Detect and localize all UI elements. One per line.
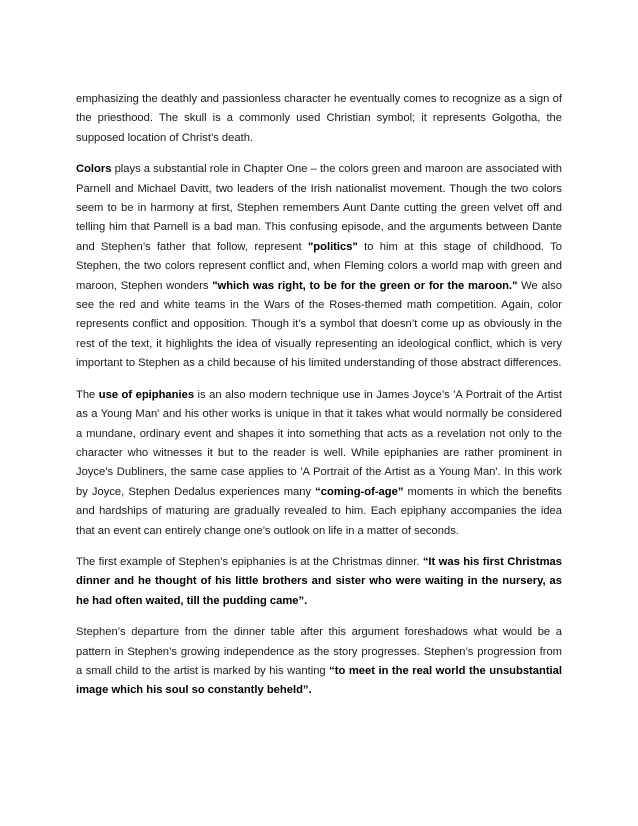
text-segment: Stephen’s departure from the dinner table after this argument foreshadows what would be a pattern in Stephen’s growing independence as the story progresses. Stephen’s progression from a small child to the artist is marked by his wanting	[76, 626, 562, 677]
text-segment: We also see the red and white teams in the Wars of the Roses-themed math competition. Again, color represents conflict and opposition. Though it’s a symbol that doesn’t come up as obviously in the rest of the text, it highlights the idea of visually representing an ideological conflict, which is very important to Stephen as a child because of his limited understanding of those abstract differences.	[76, 279, 562, 370]
paragraph-departure	[76, 623, 562, 701]
quote-unsubstantial-image: “to meet in the real world the unsubstantial image which his soul so constantly beheld”.	[76, 664, 562, 697]
paragraph-christmas-dinner	[76, 553, 562, 611]
text-segment: to him at this stage of childhood. To Stephen, the two colors represent conflict and, when Fleming colors a world map with green and maroon, Stephen wonders	[76, 240, 563, 292]
quote-coming-of-age: “coming-of-age”	[315, 485, 404, 498]
document-page	[76, 90, 562, 713]
text-segment: is an also modern technique use in James Joyce’s 'A Portrait of the Artist as a Young Man' and his other works is unique in that it takes what would normally be considered a mundane, ordinary event and shapes it into something that acts as a revelation not only to the character who witnesses it but to the reader is well. While epiphanies are rather prominent in Joyce’s Dubliners, the same case applies to 'A Portrait of the Artist as a Young Man'. In this work by Joyce, Stephen Dedalus experiences many	[76, 388, 562, 498]
text-segment: The first example of Stephen’s epiphanies is at the Christmas dinner.	[76, 555, 423, 568]
text-segment: The	[76, 388, 99, 401]
paragraph-skull-symbol	[76, 90, 562, 148]
quote-green-or-maroon: "which was right, to be for the green or for the maroon."	[212, 279, 518, 292]
quote-christmas-dinner: “It was his first Christmas dinner and he thought of his little brothers and sister who were waiting in the nursery, as he had often waited, till the pudding came”.	[76, 555, 562, 607]
term-colors: Colors	[76, 163, 112, 176]
paragraph-colors	[76, 160, 562, 373]
quote-politics: "politics"	[307, 240, 358, 253]
text-segment: emphasizing the deathly and passionless character he eventually comes to recognize as a sign of the priesthood. The skull is a commonly used Christian symbol; it represents Golgotha, the supposed location of Christ’s death.	[76, 93, 562, 144]
paragraph-epiphanies	[76, 386, 562, 541]
text-segment: moments in which the benefits and hardships of maturing are gradually revealed to him. Each epiphany accompanies the idea that an event can entirely change one’s outlook on life in a matter of seconds.	[76, 485, 562, 537]
text-segment: plays a substantial role in Chapter One – the colors green and maroon are associated with Parnell and Michael Davitt, two leaders of the Irish nationalist movement. Though the two colors seem to be in harmony at first, Stephen remembers Aunt Dante cutting the green velvet off and telling him that Parnell is a bad man. This confusing episode, and the arguments between Dante and Stephen’s father that follow, represent	[76, 163, 562, 253]
term-use-of-epiphanies: use of epiphanies	[98, 388, 195, 401]
